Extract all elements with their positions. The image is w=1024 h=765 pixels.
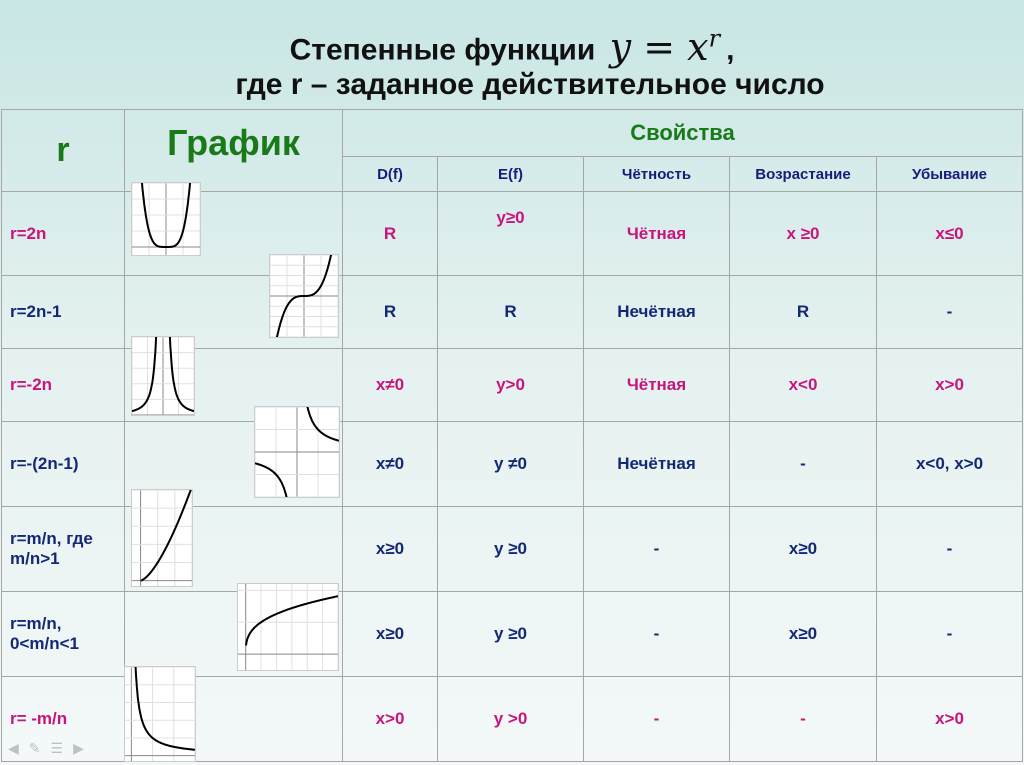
formula-base: y = x [609,24,709,69]
row-increasing: x ≥0 [730,192,877,276]
row-range: y ≥0 [438,507,584,592]
row-r-label: r= -m/n [2,677,125,762]
row-decreasing: x>0 [877,349,1023,422]
prev-icon[interactable]: ◀ [8,740,29,756]
function-curve [167,337,194,411]
graph-even-power [131,182,201,256]
graph-even-negative-power [131,336,195,416]
row-domain: x≥0 [343,592,438,677]
function-curve [301,407,339,441]
row-domain: x≠0 [343,349,438,422]
graph-odd-negative-power [254,406,340,498]
row-decreasing: x≤0 [877,192,1023,276]
row-domain: x≥0 [343,507,438,592]
row-r-label: r=2n [2,192,125,276]
header-properties: Свойства [343,110,1023,157]
row-increasing: x≥0 [730,592,877,677]
formula-exponent: r [708,24,721,52]
function-curve [141,490,192,581]
row-parity: Чётная [584,349,730,422]
function-curve [255,463,295,497]
subheader-parity: Чётность [584,157,730,192]
row-r-label: r=m/n, 0<m/n<1 [2,592,125,677]
next-icon[interactable]: ▶ [73,740,94,756]
function-curve [132,337,159,411]
row-increasing: x<0 [730,349,877,422]
row-r-label: r=m/n, где m/n>1 [2,507,125,592]
row-increasing: - [730,422,877,507]
row-range: y ≥0 [438,592,584,677]
row-increasing: x≥0 [730,507,877,592]
menu-icon[interactable]: ☰ [50,740,74,756]
row-decreasing: - [877,592,1023,677]
row-range: y≥0 [438,192,584,276]
graph-power-gt-1 [131,489,193,587]
graph-negative-fractional-power [124,666,196,762]
subheader-increasing: Возрастание [730,157,877,192]
function-curve [133,667,195,750]
row-r-label: r=2n-1 [2,276,125,349]
row-decreasing: - [877,507,1023,592]
row-range: R [438,276,584,349]
graph-odd-power [269,254,339,338]
row-parity: - [584,507,730,592]
title-line-2: где r – заданное действительное число [235,68,825,101]
title-formula [610,25,720,69]
row-parity: Нечётная [584,276,730,349]
subheader-decreasing: Убывание [877,157,1023,192]
title-suffix: , [726,33,735,67]
row-domain: x>0 [343,677,438,762]
subheader-range: E(f) [438,157,584,192]
row-range: y ≠0 [438,422,584,507]
title-prefix: Степенные функции [289,33,596,67]
graph-power-lt-1 [237,583,339,671]
row-decreasing: x<0, x>0 [877,422,1023,507]
subheader-domain: D(f) [343,157,438,192]
slide-title [0,0,1024,108]
row-range: y >0 [438,677,584,762]
row-parity: Чётная [584,192,730,276]
row-r-label: r=-2n [2,349,125,422]
row-increasing: R [730,276,877,349]
row-parity: - [584,592,730,677]
row-decreasing: x>0 [877,677,1023,762]
title-line-1 [0,24,1024,69]
row-r-label: r=-(2n-1) [2,422,125,507]
row-domain: R [343,192,438,276]
header-graph: График [125,110,343,192]
row-parity: - [584,677,730,762]
row-domain: x≠0 [343,422,438,507]
slide-nav [8,740,94,757]
row-range: y>0 [438,349,584,422]
row-decreasing: - [877,276,1023,349]
header-r: r [2,110,125,192]
row-parity: Нечётная [584,422,730,507]
table-row [2,592,1023,677]
pen-icon[interactable]: ✎ [28,740,51,756]
row-increasing: - [730,677,877,762]
row-domain: R [343,276,438,349]
